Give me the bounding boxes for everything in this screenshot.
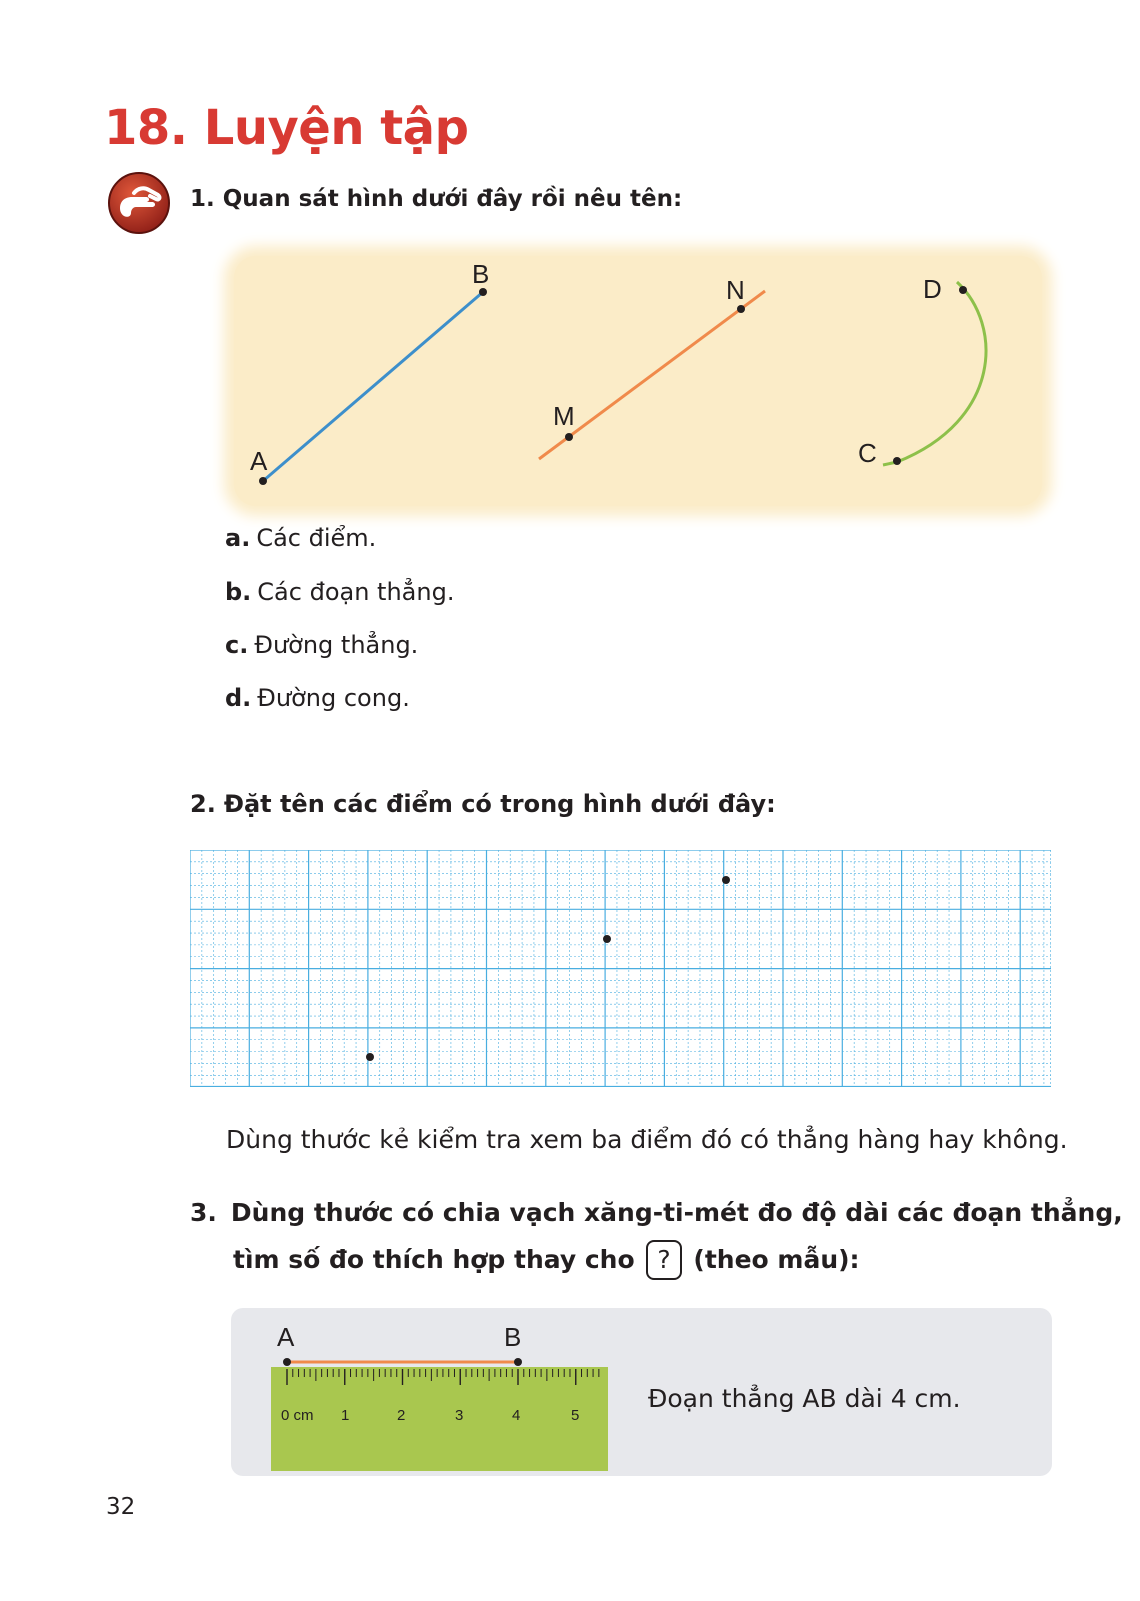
exercise-2-prompt: Đặt tên các điểm có trong hình dưới đây:: [223, 790, 776, 818]
item-label: c.: [225, 631, 249, 659]
exercise-3-number: 3.: [190, 1198, 217, 1227]
item-label: b.: [225, 578, 252, 606]
sample-answer: Đoạn thẳng AB dài 4 cm.: [648, 1384, 961, 1413]
ruler-label-2: 2: [397, 1407, 406, 1424]
ruler-label-0: 0 cm: [281, 1407, 314, 1424]
item-text: Đường cong.: [257, 684, 410, 712]
sample-label-a: A: [277, 1322, 295, 1352]
sample-point-a: [283, 1358, 291, 1366]
item-text: Các điểm.: [256, 524, 377, 552]
lesson-title: 18. Luyện tập: [104, 100, 469, 156]
item-text: Đường thẳng.: [254, 631, 419, 659]
ruler-label-3: 3: [455, 1407, 464, 1424]
page-number: 32: [106, 1494, 136, 1520]
exercise-3-prompt-3: (theo mẫu):: [693, 1245, 860, 1274]
ruler-label-5: 5: [571, 1407, 580, 1424]
exercise-3-prompt-2: tìm số đo thích hợp thay cho: [233, 1245, 635, 1274]
exercise-2-number: 2.: [190, 790, 216, 818]
exercise-3-prompt-1: Dùng thước có chia vạch xăng-ti-mét đo độ dài các đoạn thẳng,: [230, 1198, 1123, 1227]
label-b: B: [472, 259, 490, 289]
placeholder-box: ?: [646, 1240, 681, 1280]
sample-point-b: [514, 1358, 522, 1366]
label-c: C: [858, 438, 877, 468]
exercise-1-number: 1.: [190, 186, 215, 212]
ruler: [271, 1367, 608, 1471]
exercise-2-note: Dùng thước kẻ kiểm tra xem ba điểm đó có thẳng hàng hay không.: [226, 1125, 1068, 1154]
ruler-label-4: 4: [512, 1407, 521, 1424]
ruler-label-1: 1: [341, 1407, 350, 1424]
label-a: A: [250, 446, 268, 476]
label-m: M: [553, 401, 575, 431]
sample-label-b: B: [504, 1322, 522, 1352]
item-label: d.: [225, 684, 252, 712]
item-label: a.: [225, 524, 251, 552]
label-n: N: [726, 275, 745, 305]
item-text: Các đoạn thẳng.: [257, 578, 455, 606]
label-d: D: [923, 274, 942, 304]
exercise-1-prompt: Quan sát hình dưới đây rồi nêu tên:: [222, 186, 683, 212]
